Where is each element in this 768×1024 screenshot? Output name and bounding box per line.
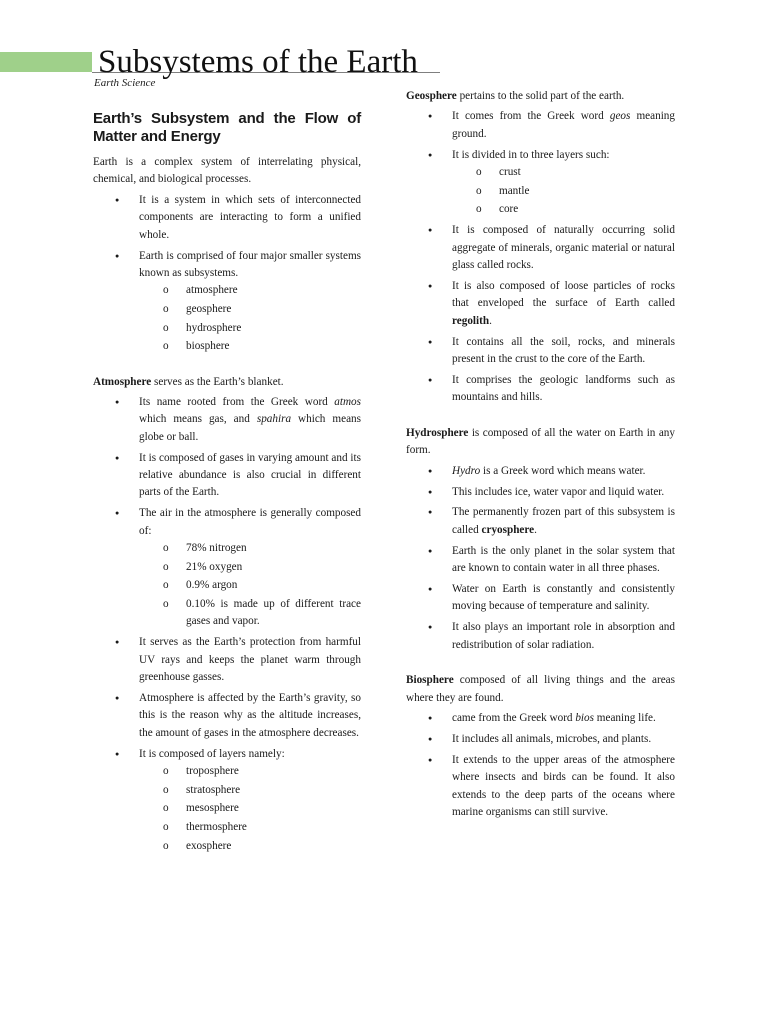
subsystem-item: o atmosphere xyxy=(139,282,361,299)
hydrosphere-bullet: ● This includes ice, water vapor and liquid water. xyxy=(406,484,675,501)
bullet-text: came from the Greek word xyxy=(452,711,576,724)
right-column xyxy=(406,88,675,825)
atmosphere-lead-text: serves as the Earth’s blanket. xyxy=(151,375,284,388)
biosphere-bullet: ● It extends to the upper areas of the atmosphere where insects and birds can be found. It also extends to the deep parts of the oceans where marine organisms can still survive. xyxy=(406,752,675,822)
biosphere-section xyxy=(406,672,675,821)
layer-item: o stratosphere xyxy=(139,782,361,799)
biosphere-lead-text: composed of all living things and the areas where they are found. xyxy=(406,674,675,704)
bullet-text: is a Greek word which means water. xyxy=(480,464,646,477)
intro-bullet-text: Earth is comprised of four major smaller systems known as subsystems. xyxy=(139,249,361,279)
term-geos: geos xyxy=(609,110,631,123)
geosphere-lead xyxy=(406,88,675,105)
intro-section xyxy=(93,110,361,356)
geosphere-term: Geosphere xyxy=(406,90,457,102)
bullet-text: The air in the atmosphere is generally composed of: xyxy=(139,507,361,537)
hydrosphere-bullet: ● It also plays an important role in absorption and redistribution of solar radiation. xyxy=(406,619,675,654)
biosphere-lead xyxy=(406,672,675,707)
intro-heading: Earth’s Subsystem and the Flow of Matter and Energy xyxy=(93,110,361,145)
geosphere-lead-text: pertains to the solid part of the earth. xyxy=(456,90,625,102)
hydrosphere-lead xyxy=(406,425,675,460)
bullet-text: . xyxy=(489,314,492,327)
gas-item: o 78% nitrogen xyxy=(139,540,361,557)
term-bios: bios xyxy=(575,711,594,724)
atmosphere-bullet: ● Atmosphere is affected by the Earth’s gravity, so this is the reason why as the altitude increases, the amount of gases in the atmosphere decreases. xyxy=(93,690,361,742)
page-subtitle: Earth Science xyxy=(94,77,156,89)
atmosphere-bullets xyxy=(93,394,361,855)
atmosphere-term: Atmosphere xyxy=(93,375,152,388)
bullet-text: which means gas, and xyxy=(139,413,257,426)
geosphere-bullet: ● It comprises the geologic landforms such as mountains and hills. xyxy=(406,372,675,407)
bullet-text: . xyxy=(534,523,537,536)
hydrosphere-term: Hydrosphere xyxy=(406,426,469,439)
gas-item: o 21% oxygen xyxy=(139,559,361,576)
intro-text: Earth is a complex system of interrelating physical, chemical, and biological processes. xyxy=(93,156,361,186)
bullet-text: which means globe or ball. xyxy=(139,413,361,443)
bullet-text: It is divided in to three layers such: xyxy=(452,148,610,161)
subsystem-item: o hydrosphere xyxy=(139,320,361,337)
intro-bullets xyxy=(93,192,361,356)
bullet-text: It is also composed of loose particles of rocks that enveloped the surface of Earth called xyxy=(452,279,675,310)
atmosphere-bullet: ● It is composed of gases in varying amount and its relative abundance is also crucial in different parts of the Earth. xyxy=(93,450,361,502)
subsystem-item: o biosphere xyxy=(139,338,361,355)
term-atmos: atmos xyxy=(334,395,361,408)
atmosphere-bullet: ● It serves as the Earth’s protection from harmful UV rays and keeps the planet warm through greenhouse gasses. xyxy=(93,634,361,686)
bullet-text: meaning life. xyxy=(593,711,656,724)
term-regolith: regolith xyxy=(452,314,490,327)
geosphere-bullet xyxy=(406,108,675,143)
geosphere-bullet xyxy=(406,147,675,219)
layer-item: o thermosphere xyxy=(139,819,361,836)
bullet-text: The permanently frozen part of this subsystem is called xyxy=(452,506,675,536)
earth-layer-item: o core xyxy=(452,201,675,218)
geosphere-bullets xyxy=(406,108,675,406)
gas-list xyxy=(139,540,361,631)
hydrosphere-bullet: ● Earth is the only planet in the solar system that are known to contain water in all three phases. xyxy=(406,543,675,578)
layer-item: o exosphere xyxy=(139,838,361,855)
title-accent-bar xyxy=(0,52,92,72)
page-title: Subsystems of the Earth xyxy=(98,44,418,80)
atmosphere-bullet xyxy=(93,394,361,446)
bullet-text: meaning ground. xyxy=(452,110,675,140)
subsystem-item: o geosphere xyxy=(139,301,361,318)
geosphere-bullet: ● It contains all the soil, rocks, and minerals present in the crust to the core of the Earth. xyxy=(406,334,675,369)
atmosphere-section xyxy=(93,374,361,855)
earth-layer-list xyxy=(452,164,675,219)
intro-bullet xyxy=(93,248,361,356)
earth-layer-item: o crust xyxy=(452,164,675,181)
geosphere-bullet xyxy=(406,278,675,330)
biosphere-bullet xyxy=(406,710,675,727)
biosphere-term: Biosphere xyxy=(406,674,454,687)
intro-bullet: ● It is a system in which sets of interconnected components are interacting to form a unified whole. xyxy=(93,192,361,244)
term-spahira: spahira xyxy=(256,413,292,426)
hydrosphere-lead-text: is composed of all the water on Earth in any form. xyxy=(406,426,675,457)
atmosphere-bullet xyxy=(93,746,361,855)
layer-item: o troposphere xyxy=(139,763,361,780)
geosphere-bullet: ● It is composed of naturally occurring solid aggregate of minerals, organic material or natural glass called rocks. xyxy=(406,222,675,274)
subsystem-list xyxy=(139,282,361,355)
bullet-text: Its name rooted from the Greek word xyxy=(139,395,335,408)
layer-list xyxy=(139,763,361,855)
gas-item: o 0.9% argon xyxy=(139,577,361,594)
gas-item: o 0.10% is made up of different trace gases and vapor. xyxy=(139,596,361,631)
atmosphere-lead xyxy=(93,374,361,391)
biosphere-bullet: ● It includes all animals, microbes, and plants. xyxy=(406,731,675,748)
hydrosphere-section xyxy=(406,425,675,654)
hydrosphere-bullet: ● Water on Earth is constantly and consistently moving because of temperature and salinity. xyxy=(406,581,675,616)
atmosphere-bullet xyxy=(93,505,361,630)
term-cryosphere: cryosphere xyxy=(481,523,535,536)
earth-layer-item: o mantle xyxy=(452,183,675,200)
bullet-text: It is composed of layers namely: xyxy=(139,747,285,760)
hydrosphere-bullets xyxy=(406,463,675,655)
geosphere-section xyxy=(406,88,675,407)
bullet-text: It comes from the Greek word xyxy=(452,110,610,123)
hydrosphere-bullet xyxy=(406,463,675,480)
left-column xyxy=(93,110,361,858)
term-hydro: Hydro xyxy=(452,464,481,477)
biosphere-bullets xyxy=(406,710,675,821)
layer-item: o mesosphere xyxy=(139,800,361,817)
hydrosphere-bullet xyxy=(406,504,675,539)
